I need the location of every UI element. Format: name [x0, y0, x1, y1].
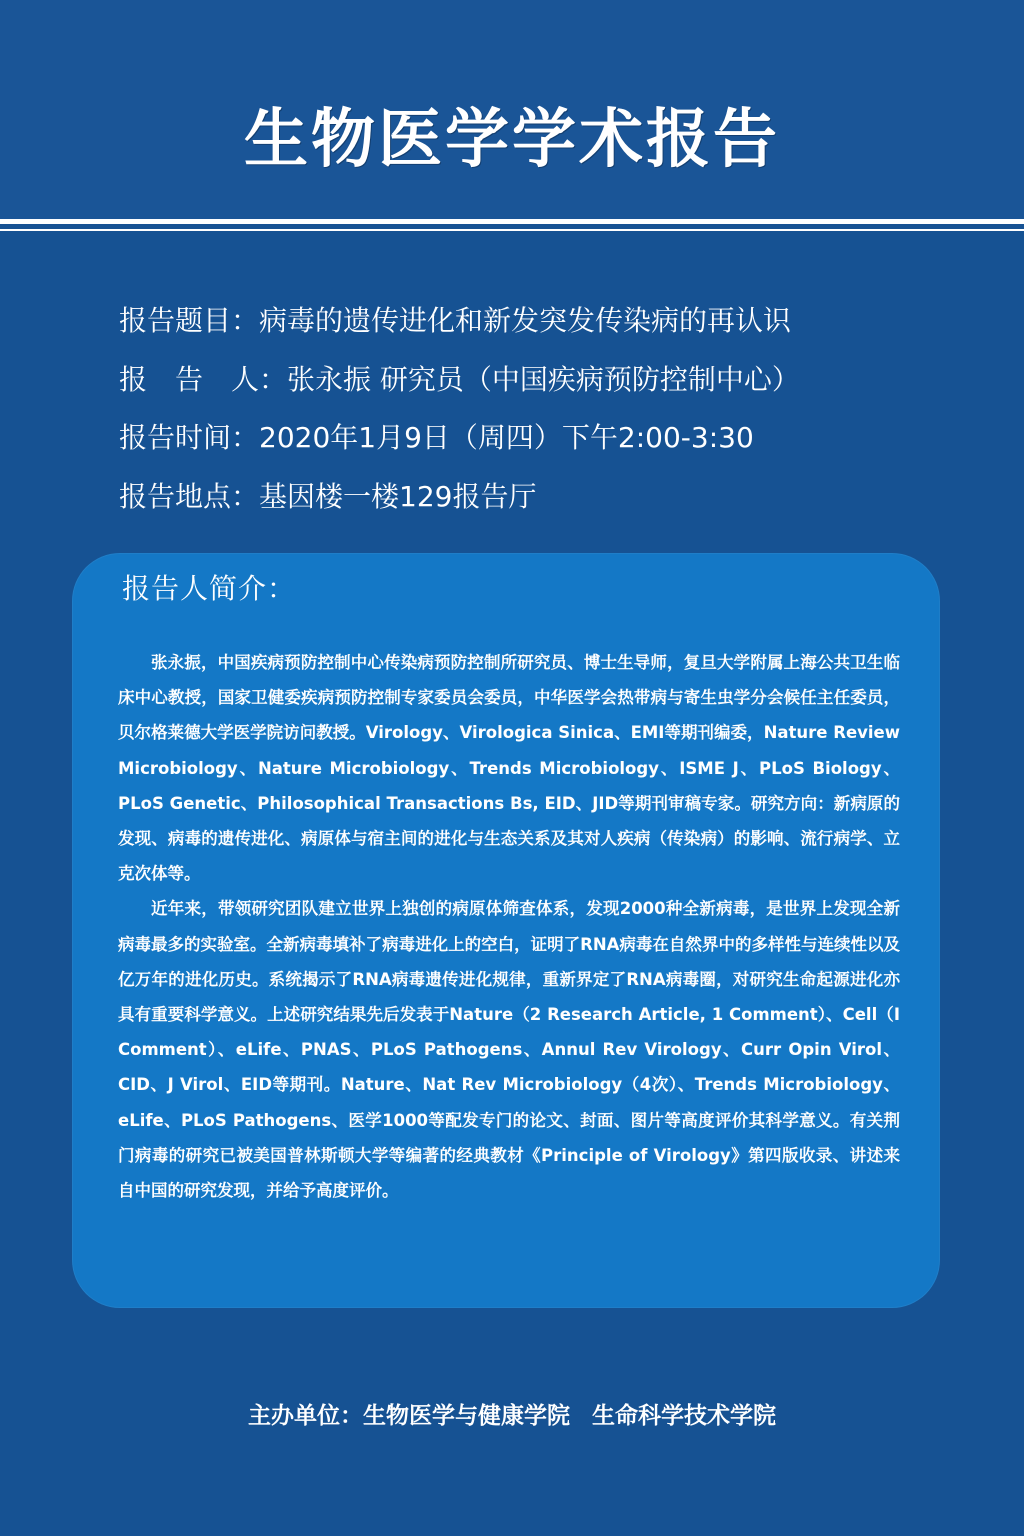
time-value: 2020年1月9日（周四）下午2:00-3:30	[259, 421, 754, 454]
bio-paragraph-2: 近年来，带领研究团队建立世界上独创的病原体筛查体系，发现2000种全新病毒，是世界上发现全新病毒最多的实验室。全新病毒填补了病毒进化上的空白，证明了RNA病毒在自然界中的多样性与连续性以及亿万年的进化历史。系统揭示了RNA病毒遗传进化规律，重新界定了RNA病毒圈，对研究生命起源进化亦具有重要科学意义。上述研究结果先后发表于Nature（2 Research Article, 1 Comment）、Cell（I Comment）、eLife、PNAS、PLoS Pathogens、Annul Rev Virology、Curr Opin Virol、CID、J Virol、EID等期刊。Nature、Nat Rev Microbiology（4次）、Trends Microbiology、eLife、PLoS Pathogens、医学1000等配发专门的论文、封面、图片等高度评价其科学意义。有关荆门病毒的研究已被美国普林斯顿大学等编著的经典教材《Principle of Virology》第四版收录、讲述来自中国的研究发现，并给予高度评价。	[118, 899, 900, 1201]
topic-label: 报告题目：	[119, 304, 260, 337]
time-label: 报告时间：	[119, 421, 260, 454]
topic-value: 病毒的遗传进化和新发突发传染病的再认识	[259, 304, 792, 337]
place-label: 报告地点：	[119, 479, 260, 513]
organizer-line	[0, 1398, 1024, 1434]
bio-paragraph-1: 张永振，中国疾病预防控制中心传染病预防控制所研究员、博士生导师，复旦大学附属上海公共卫生临床中心教授，国家卫健委疾病预防控制专家委员会委员，中华医学会热带病与寄生虫学分会候任主任委员，贝尔格莱德大学医学院访问教授。Virology、Virologica Sinica、EMI等期刊编委，Nature Review Microbiology、Nature Microbiology、Trends Microbiology、ISME J、PLoS Biology、PLoS Genetic、Philosophical Transactions Bs, EID、JID等期刊审稿专家。研究方向：新病原的发现、病毒的遗传进化、病原体与宿主间的进化与生态关系及其对人疾病（传染病）的影响、流行病学、立克次体等。	[118, 653, 900, 884]
organizer-1: 生物医学与健康学院	[363, 1403, 570, 1429]
speaker-row	[119, 359, 999, 418]
speaker-bio-panel	[72, 553, 940, 1308]
place-value: 基因楼一楼129报告厅	[259, 479, 537, 513]
bio-body	[118, 645, 900, 1208]
time-row	[119, 417, 999, 476]
speaker-label: 报 告 人：	[119, 362, 288, 396]
divider-thin	[0, 229, 1024, 231]
organizer-2: 生命科学技术学院	[592, 1403, 776, 1429]
event-info	[119, 300, 999, 534]
organizer-label: 主办单位：	[248, 1403, 363, 1429]
speaker-value: 张永振 研究员（中国疾病预防控制中心）	[287, 362, 800, 396]
divider-thick	[0, 219, 1024, 224]
topic-row	[119, 300, 999, 359]
bio-heading: 报告人简介：	[122, 572, 297, 605]
page-title: 生物医学学术报告	[244, 102, 780, 177]
place-row	[119, 476, 999, 535]
